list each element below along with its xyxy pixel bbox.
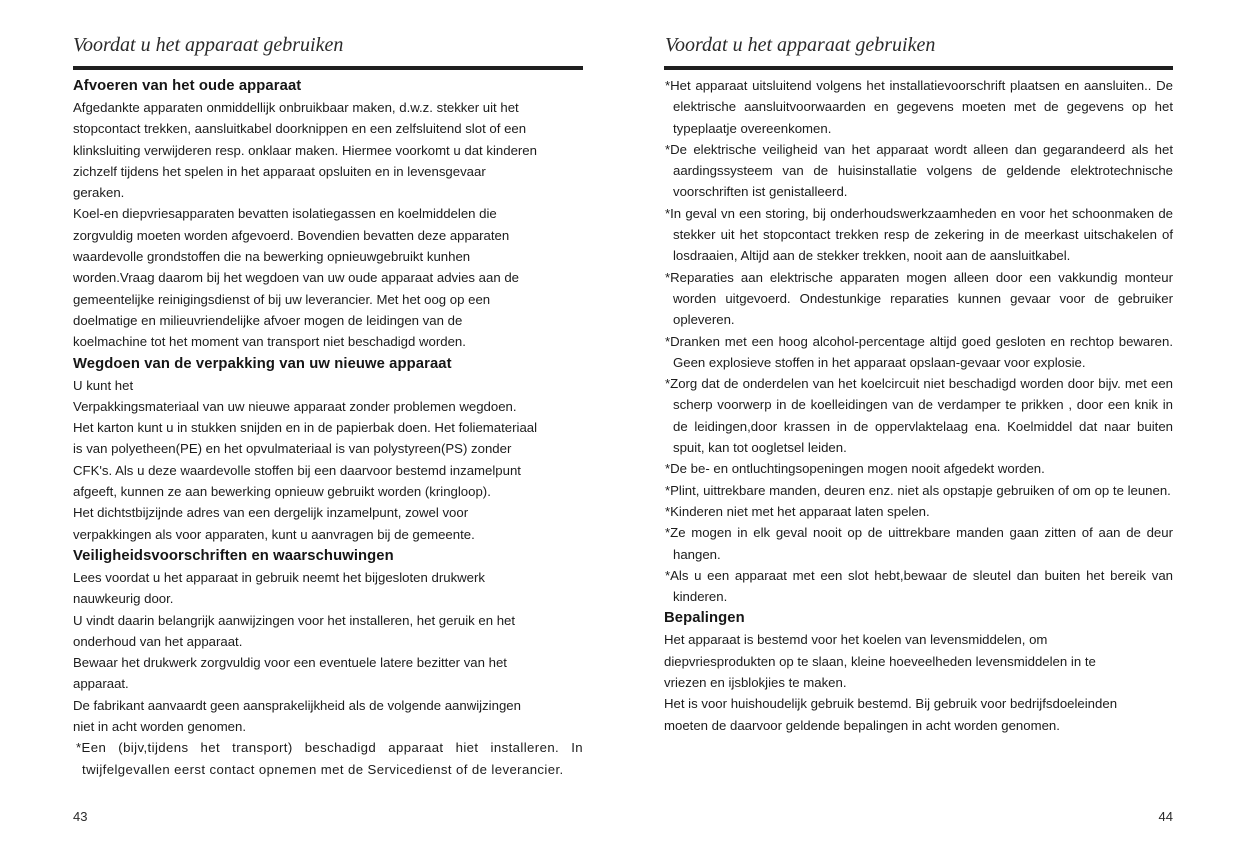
section-heading: Bepalingen — [664, 610, 745, 627]
paragraph — [664, 693, 1173, 736]
text-line: waardevolle grondstoffen die na bewerking opnieuwgebruikt kunhen — [73, 249, 471, 265]
paragraph — [73, 375, 583, 396]
page-body — [664, 75, 1173, 736]
text-line: diepvriesprodukten op te slaan, kleine hoeveelheden levensmiddelen in te — [664, 653, 1096, 669]
text-line: Het is voor huishoudelijk gebruik bestemd. Bij gebruik voor bedrijfsdoeleinden — [664, 696, 1118, 712]
text-line: moeten de daarvoor geldende bepalingen in acht worden genomen. — [664, 717, 1060, 733]
bullet-item: *Een (bijv,tijdens het transport) beschadigd apparaat hiet installeren. In twijfelgevallen eerst contact opnemen met de Servicedienst of de leverancier. — [76, 740, 583, 777]
page-body — [73, 75, 583, 780]
bullet-item: *Het apparaat uitsluitend volgens het installatievoorschrift plaatsen en aansluiten.. De elektrische aansluitvoorwaarden en gegevens moeten met de gegevens op het typeplaatje overeenkomen. — [665, 78, 1173, 136]
paragraph — [73, 567, 583, 610]
section-heading: Wegdoen van de verpakking van uw nieuwe apparaat — [73, 355, 452, 372]
section-heading: Afvoeren van het oude apparaat — [73, 78, 302, 94]
paragraph — [664, 629, 1173, 693]
text-line: Het karton kunt u in stukken snijden en in de papierbak doen. Het foliemateriaal — [73, 420, 538, 436]
text-line: Verpakkingsmateriaal van uw nieuwe apparaat zonder problemen wegdoen. — [73, 398, 517, 414]
text-line: verpakkingen als voor apparaten, kunt u aanvragen bij de gemeente. — [73, 526, 475, 542]
bullet-item: *De be- en ontluchtingsopeningen mogen nooit afgedekt worden. — [665, 461, 1045, 477]
text-line: doelmatige en milieuvriendelijke afvoer mogen de leidingen van de — [73, 312, 463, 328]
bullet-item: *Kinderen niet met het apparaat laten spelen. — [665, 503, 930, 519]
text-line: koelmachine tot het moment van transport niet beschadigd worden. — [73, 334, 466, 350]
page-header: Voordat u het apparaat gebruiken — [665, 34, 936, 56]
paragraph — [73, 396, 583, 502]
text-line: nauwkeurig door. — [73, 591, 174, 607]
text-line: Afgedankte apparaten onmiddellijk onbruikbaar maken, d.w.z. stekker uit het — [73, 100, 519, 115]
bullet-item: *Plint, uittrekbare manden, deuren enz. niet als opstapje gebruiken of om op te leunen. — [665, 482, 1171, 498]
text-line: U vindt daarin belangrijk aanwijzingen voor het installeren, het geruik en het — [73, 612, 516, 628]
bullet-item: *De elektrische veiligheid van het apparaat wordt alleen dan gegarandeerd als het aardingssysteem van de huisinstallatie volgens de geldende elektrotechnische voorschriften ist genistalleerd. — [665, 141, 1173, 200]
paragraph — [73, 652, 583, 695]
text-line: klinksluiting verwijderen resp. onklaar maken. Hiermee voorkomt u dat kinderen — [73, 142, 537, 158]
right-page — [664, 0, 1173, 844]
page-header: Voordat u het apparaat gebruiken — [73, 34, 344, 56]
text-line: worden.Vraag daarom bij het wegdoen van uw oude apparaat advies aan de — [73, 270, 519, 286]
bullet-item: *In geval vn een storing, bij onderhoudswerkzaamheden en voor het schoonmaken de stekker uit het stopcontact trekken resp de zekering in de meerkast uitschakelen of losdraaien, Altijd aan de stekker trekken, nooit aan de aansluitkabel. — [665, 205, 1173, 264]
page-number: 43 — [73, 809, 88, 824]
paragraph — [73, 695, 583, 738]
text-line: apparaat. — [73, 676, 129, 692]
text-line: zichzelf tijdens het spelen in het apparaat opsluiten en in levensgevaar — [73, 163, 486, 179]
bullet-item: *Ze mogen in elk geval nooit op de uittrekbare manden gaan zitten of aan de deur hangen. — [665, 525, 1173, 562]
bullet-item: *Zorg dat de onderdelen van het koelcircuit niet beschadigd worden door bijv. met een scherp voorwerp in de koelleidingen van de verdamper te prikken , door een knik in de leidingen,door krassen in de oppervlaktelaag ena. Koelmiddel dat naar buiten spuit, kan tot oogletsel leiden. — [665, 376, 1173, 456]
text-line: geraken. — [73, 185, 125, 201]
text-line: is van polyetheen(PE) en het opvulmateriaal is van polystyreen(PS) zonder — [73, 441, 512, 457]
text-line: onderhoud van het apparaat. — [73, 633, 243, 649]
text-line: U kunt het — [73, 377, 134, 393]
bullet-item: *Dranken met een hoog alcohol-percentage altijd goed gesloten en rechtop bewaren. Geen explosieve stoffen in het apparaat opslaan-gevaar voor explosie. — [665, 333, 1173, 370]
text-line: Lees voordat u het apparaat in gebruik neemt het bijgesloten drukwerk — [73, 569, 485, 585]
header-rule — [73, 66, 583, 70]
text-line: Bewaar het drukwerk zorgvuldig voor een eventuele latere bezitter van het — [73, 655, 507, 671]
section-heading: Veiligheidsvoorschriften en waarschuwingen — [73, 547, 394, 564]
page-number: 44 — [1158, 809, 1173, 824]
bullet-item: *Als u een apparaat met een slot hebt,bewaar de sleutel dan buiten het bereik van kinderen. — [665, 567, 1173, 605]
paragraph — [73, 97, 583, 203]
paragraph — [73, 610, 583, 653]
text-line: CFK's. Als u deze waardevolle stoffen bij een daarvoor bestemd inzamelpunt — [73, 462, 521, 478]
text-line: niet in acht worden genomen. — [73, 719, 247, 735]
text-line: zorgvuldig moeten worden afgevoerd. Bovendien bevatten deze apparaten — [73, 227, 510, 243]
paragraph — [73, 502, 583, 545]
text-line: afgeeft, kunnen ze aan bewerking opnieuw gebruikt worden (kringloop). — [73, 484, 491, 500]
paragraph — [73, 203, 583, 352]
text-line: Koel-en diepvriesapparaten bevatten isolatiegassen en koelmiddelen die — [73, 206, 497, 222]
text-line: De fabrikant aanvaardt geen aansprakelijkheid als de volgende aanwijzingen — [73, 697, 521, 713]
header-rule — [664, 66, 1173, 70]
text-line: Het apparaat is bestemd voor het koelen van levensmiddelen, om — [664, 632, 1048, 648]
text-line: Het dichtstbijzijnde adres van een dergelijk inzamelpunt, zowel voor — [73, 505, 469, 521]
bullet-item: *Reparaties aan elektrische apparaten mogen alleen door een vakkundig monteur worden uitgevoerd. Ondestunkige reparaties kunnen gevaar voor de gebruiker opleveren. — [665, 269, 1173, 328]
text-line: gemeentelijke reinigingsdienst of bij uw leverancier. Met het oog op een — [73, 291, 491, 307]
left-page — [73, 0, 583, 844]
text-line: stopcontact trekken, aansluitkabel doorknippen en een zelfsluitend slot of een — [73, 121, 527, 137]
text-line: vriezen en ijsblokjies te maken. — [664, 675, 847, 691]
